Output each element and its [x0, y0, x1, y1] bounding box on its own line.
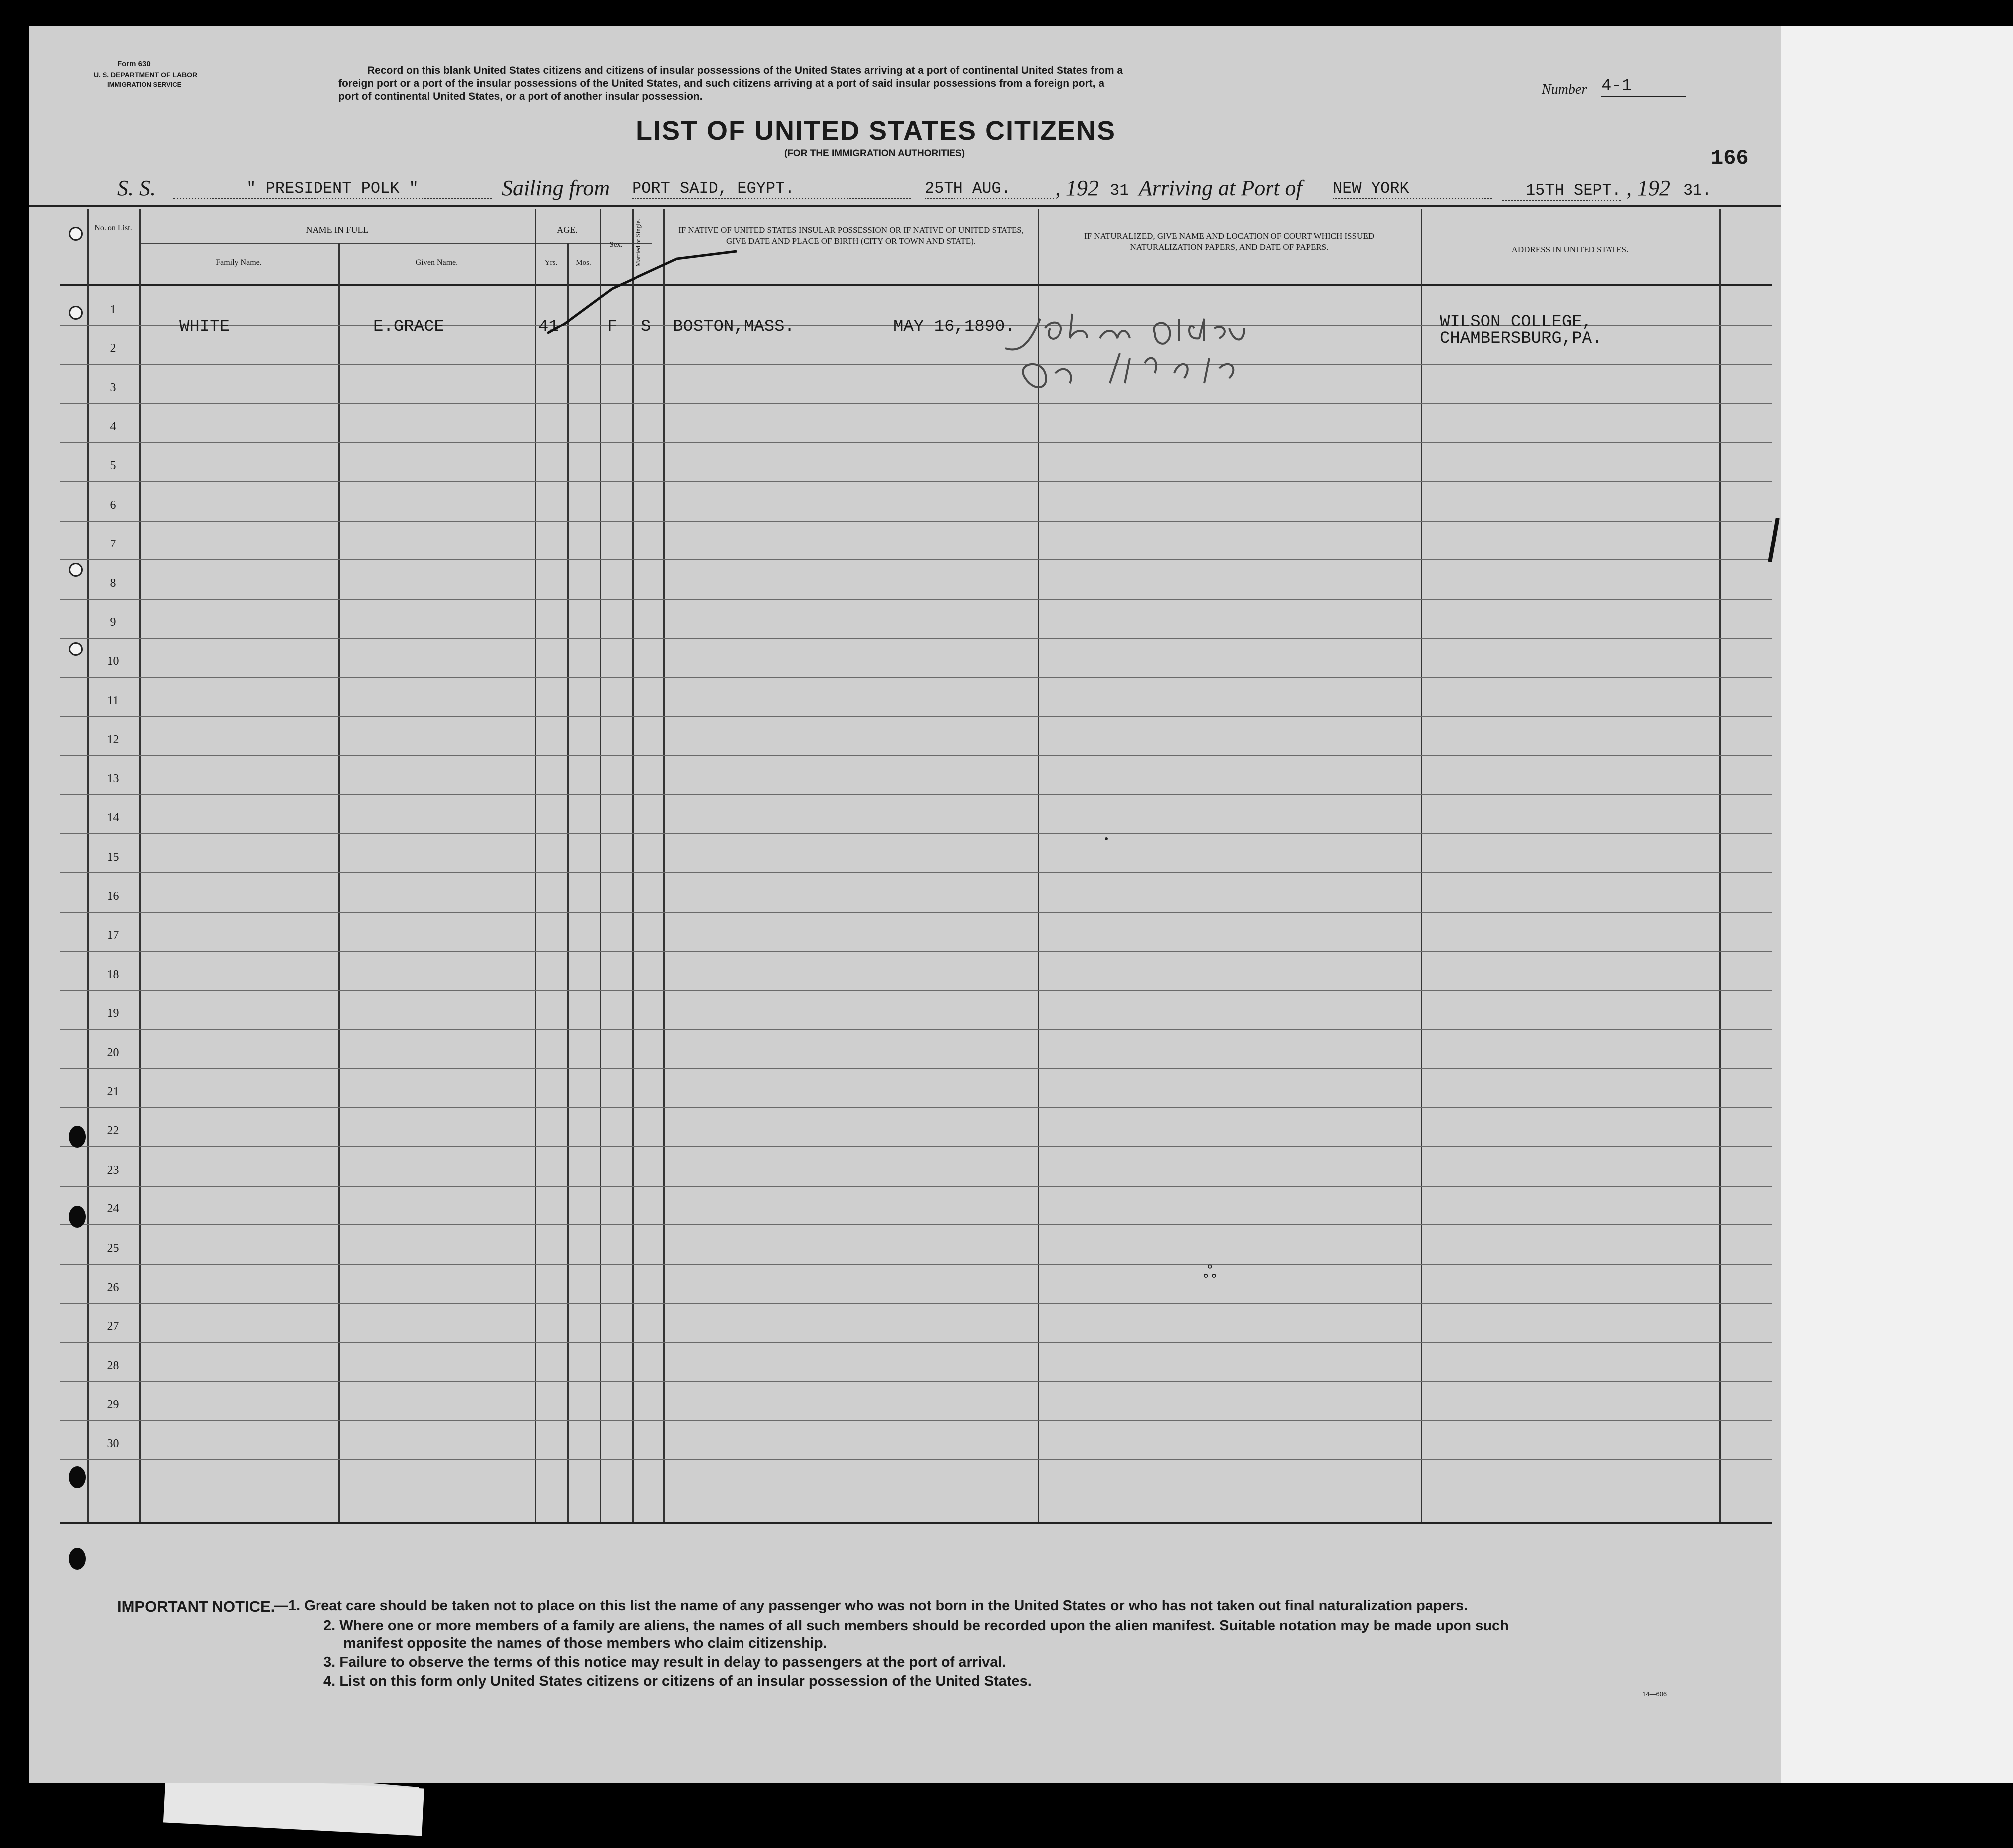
notice-item-1: —1. Great care should be taken not to place on this list the name of any passenger who was not born in the United States or who has not taken out final naturalization papers.	[274, 1598, 1468, 1614]
row-number: 27	[107, 1320, 119, 1333]
entry-given-name: E.GRACE	[373, 318, 444, 336]
row-number: 24	[107, 1202, 119, 1216]
row-line	[60, 716, 1772, 717]
header-rule	[29, 205, 1781, 207]
background-strip	[1781, 26, 2013, 1783]
row-number: 29	[107, 1398, 119, 1412]
row-line	[60, 1107, 1772, 1108]
punch-hole	[69, 1126, 86, 1148]
row-line	[60, 833, 1772, 834]
row-line	[60, 1459, 1772, 1460]
entry-family-name: WHITE	[179, 318, 230, 336]
row-number: 28	[107, 1359, 119, 1372]
col-header-family-name: Family Name.	[216, 258, 262, 267]
punch-hole	[69, 642, 83, 656]
col-divider	[535, 209, 536, 1523]
col-header-no: No. on List.	[94, 224, 132, 232]
row-line	[60, 403, 1772, 404]
ink-scribble: ஃ	[1203, 1263, 1217, 1282]
notice-item-3: 3. Failure to observe the terms of this notice may result in delay to passengers at the port of arrival.	[323, 1654, 1006, 1670]
department: U. S. DEPARTMENT OF LABOR	[94, 71, 198, 79]
handwritten-signature	[995, 299, 1254, 408]
col-divider	[1421, 209, 1422, 1523]
row-line	[60, 1029, 1772, 1030]
page-title: LIST OF UNITED STATES CITIZENS	[636, 116, 1116, 146]
row-line	[60, 1186, 1772, 1187]
year-prefix-1: , 192	[1055, 176, 1099, 200]
row-line	[60, 1224, 1772, 1225]
col-header-birth: IF NATIVE OF UNITED STATES INSULAR POSSESSION OR IF NATIVE OF UNITED STATES, GIVE DATE AND PLACE OF BIRTH (CITY OR TOWN AND STATE).	[678, 225, 1024, 246]
row-number: 25	[107, 1242, 119, 1255]
notice-item-4: 4. List on this form only United States citizens or citizens of an insular possession of the United States.	[323, 1673, 1032, 1689]
row-number: 10	[107, 655, 119, 668]
port-to: NEW YORK	[1333, 179, 1492, 199]
row-line	[60, 559, 1772, 560]
port-from: PORT SAID, EGYPT.	[632, 179, 911, 199]
year-prefix-2: , 192	[1626, 176, 1670, 200]
col-divider	[567, 243, 569, 1523]
col-header-mos: Mos.	[576, 259, 591, 267]
number-value: 4-1	[1601, 77, 1686, 97]
punch-hole	[69, 1206, 86, 1228]
row-line	[60, 1146, 1772, 1147]
row-number: 2	[110, 342, 116, 355]
row-number: 12	[107, 733, 119, 747]
sailing-from-label: Sailing from	[502, 176, 610, 200]
row-line	[60, 442, 1772, 443]
punch-hole	[69, 563, 83, 577]
check-mark	[537, 249, 746, 338]
entry-birth-date: MAY 16,1890.	[893, 318, 1015, 336]
row-line	[60, 364, 1772, 365]
punch-hole	[69, 1466, 86, 1488]
col-header-age: AGE.	[557, 225, 578, 235]
row-number: 8	[110, 576, 116, 590]
year-suffix-1: 31	[1110, 181, 1129, 200]
form-number: Form 630	[117, 60, 151, 68]
row-line	[60, 1264, 1772, 1265]
col-divider	[1719, 209, 1721, 1523]
punch-hole	[69, 227, 83, 241]
punch-hole	[69, 1548, 86, 1570]
row-number: 26	[107, 1281, 119, 1294]
notice-item-2a: 2. Where one or more members of a family are aliens, the names of all such members should be recorded upon the alien manifest. Suitable notation may be made upon such	[323, 1618, 1509, 1633]
page-number: 166	[1711, 146, 1749, 170]
entry-age-yrs: 41	[538, 318, 559, 336]
row-number: 3	[110, 381, 116, 394]
row-number: 11	[107, 694, 119, 707]
ink-dot	[1105, 837, 1108, 840]
col-header-name: NAME IN FULL	[306, 225, 369, 235]
entry-birth-place: BOSTON,MASS.	[673, 318, 795, 336]
col-header-naturalized: IF NATURALIZED, GIVE NAME AND LOCATION OF COURT WHICH ISSUED NATURALIZATION PAPERS, AND DATE OF PAPERS.	[1084, 231, 1374, 252]
row-line	[60, 1068, 1772, 1069]
row-number: 23	[107, 1163, 119, 1177]
row-line	[60, 677, 1772, 678]
notice-item-2b: manifest opposite the names of those members who claim citizenship.	[343, 1635, 827, 1651]
col-divider	[139, 209, 141, 1523]
row-number: 20	[107, 1046, 119, 1059]
row-line	[60, 521, 1772, 522]
page-subtitle: (FOR THE IMMIGRATION AUTHORITIES)	[784, 148, 965, 159]
entry-address-line-1: WILSON COLLEGE,	[1440, 313, 1592, 331]
row-number: 15	[107, 851, 119, 864]
row-number: 18	[107, 968, 119, 981]
table-bottom-rule	[60, 1522, 1772, 1524]
arrive-date: 15TH SEPT.	[1502, 181, 1621, 201]
row-number: 7	[110, 538, 116, 551]
number-label: Number	[1542, 82, 1587, 97]
row-number: 16	[107, 889, 119, 903]
ss-label: S. S.	[117, 176, 156, 200]
instructions-line-2: foreign port or a port of the insular possessions of the United States, and such citizens arriving at a port of said insular possessions from a foreign port, a	[338, 78, 1105, 89]
row-line	[60, 599, 1772, 600]
row-line	[60, 794, 1772, 795]
row-line	[60, 638, 1772, 639]
column-header-rule	[60, 284, 1772, 286]
col-divider	[600, 209, 601, 1523]
instructions-line-3: port of continental United States, or a port of another insular possession.	[338, 91, 703, 102]
row-line	[60, 872, 1772, 873]
service: IMMIGRATION SERVICE	[107, 81, 182, 88]
ship-name: " PRESIDENT POLK "	[173, 179, 492, 199]
row-line	[60, 912, 1772, 913]
row-line	[60, 1303, 1772, 1304]
entry-sex: F	[607, 318, 618, 336]
passenger-table	[60, 209, 1772, 1523]
entry-address-line-2: CHAMBERSBURG,PA.	[1440, 329, 1602, 348]
row-number: 1	[110, 303, 116, 316]
row-line	[60, 1381, 1772, 1382]
punch-hole	[69, 306, 83, 320]
row-number: 4	[110, 420, 116, 434]
row-line	[60, 990, 1772, 991]
notice-heading: IMPORTANT NOTICE.	[117, 1598, 275, 1615]
row-number: 9	[110, 616, 116, 629]
arriving-label: Arriving at Port of	[1139, 176, 1302, 200]
col-header-married: Married or Single.	[635, 219, 642, 267]
row-number: 30	[107, 1437, 119, 1450]
col-header-yrs: Yrs.	[544, 259, 558, 267]
row-number: 6	[110, 498, 116, 512]
year-suffix-2: 31.	[1683, 181, 1712, 200]
col-header-sex: Sex.	[609, 241, 623, 249]
col-divider	[632, 209, 634, 1523]
form-code: 14—606	[1642, 1690, 1667, 1698]
col-header-address: ADDRESS IN UNITED STATES.	[1511, 245, 1629, 254]
row-number: 19	[107, 1007, 119, 1020]
row-number: 17	[107, 929, 119, 942]
row-number: 14	[107, 811, 119, 825]
col-divider	[663, 209, 665, 1523]
row-number: 22	[107, 1124, 119, 1138]
instructions-line-1: Record on this blank United States citizens and citizens of insular possessions of the United States arriving at a port of continental United States from a	[367, 65, 1123, 76]
subheader-rule	[139, 243, 652, 244]
row-number: 21	[107, 1085, 119, 1098]
col-divider	[338, 243, 340, 1523]
row-line	[60, 1342, 1772, 1343]
row-line	[60, 1420, 1772, 1421]
col-header-given-name: Given Name.	[415, 258, 458, 267]
entry-married: S	[641, 318, 651, 336]
row-line	[60, 755, 1772, 756]
row-number: 13	[107, 772, 119, 785]
row-line	[60, 481, 1772, 482]
sail-date: 25TH AUG.	[925, 179, 1054, 199]
row-number: 5	[110, 459, 116, 472]
row-line	[60, 951, 1772, 952]
